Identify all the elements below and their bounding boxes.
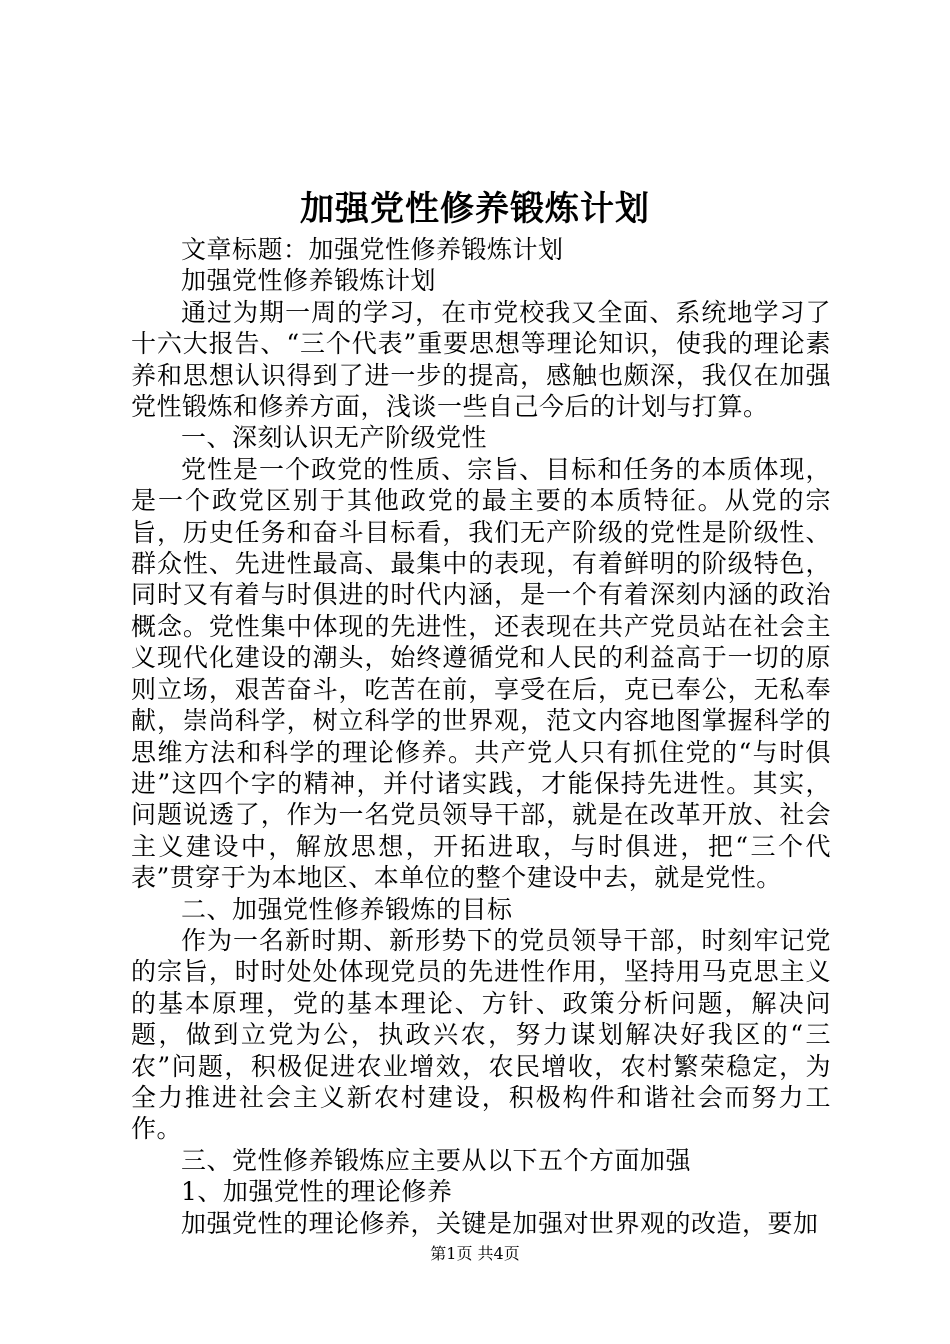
document-title: 加强党性修养锻炼计划 [300, 189, 650, 229]
heading-subsection-1: 1、加强党性的理论修养 [181, 1177, 453, 1207]
paragraph-subtitle: 加强党性修养锻炼计划 [181, 266, 437, 296]
paragraph-intro: 通过为期一周的学习，在市党校我又全面、系统地学习了十六大报告、“三个代表”重要思想等理论知识，使我的理论素养和思想认识得到了进一步的提高，感触也颇深，我仅在加强党性锻炼和修养方面，浅谈一些自己今后的计划与打算。 [131, 297, 831, 422]
paragraph-section-1: 党性是一个政党的性质、宗旨、目标和任务的本质体现，是一个政党区别于其他政党的最主要的本质特征。从党的宗旨，历史任务和奋斗目标看，我们无产阶级的党性是阶级性、群众性、先进性最高、最集中的表现，有着鲜明的阶级特色，同时又有着与时俱进的时代内涵，是一个有着深刻内涵的政治概念。党性集中体现的先进性，还表现在共产党员站在社会主义现代化建设的潮头，始终遵循党和人民的利益高于一切的原则立场，艰苦奋斗，吃苦在前，享受在后，克已奉公，无私奉献，崇尚科学，树立科学的世界观，范文内容地图掌握科学的思维方法和科学的理论修养。共产党人只有抓住党的“与时俱进”这四个字的精神，并付诸实践，才能保持先进性。其实，问题说透了，作为一名党员领导干部，就是在改革开放、社会主义建设中，解放思想，开拓进取，与时俱进，把“三个代表”贯穿于为本地区、本单位的整个建设中去，就是党性。 [131, 454, 831, 893]
paragraph-subsection-1: 加强党性的理论修养，关键是加强对世界观的改造，要加 [181, 1208, 819, 1238]
document-body [131, 234, 831, 1239]
paragraph-section-2: 作为一名新时期、新形势下的党员领导干部，时刻牢记党的宗旨，时时处处体现党员的先进性作用，坚持用马克思主义的基本原理，党的基本理论、方针、政策分析问题，解决问题，做到立党为公，执政兴农，努力谋划解决好我区的“三农”问题，积极促进农业增效，农民增收，农村繁荣稳定，为全力推进社会主义新农村建设，积极构件和谐社会而努力工作。 [131, 925, 831, 1144]
heading-section-3: 三、党性修养锻炼应主要从以下五个方面加强 [181, 1145, 692, 1175]
heading-section-1: 一、深刻认识无产阶级党性 [181, 423, 488, 453]
page-number-footer: 第1页 共4页 [430, 1244, 520, 1263]
paragraph-article-title: 文章标题：加强党性修养锻炼计划 [181, 235, 564, 264]
heading-section-2: 二、加强党性修养锻炼的目标 [181, 894, 513, 924]
